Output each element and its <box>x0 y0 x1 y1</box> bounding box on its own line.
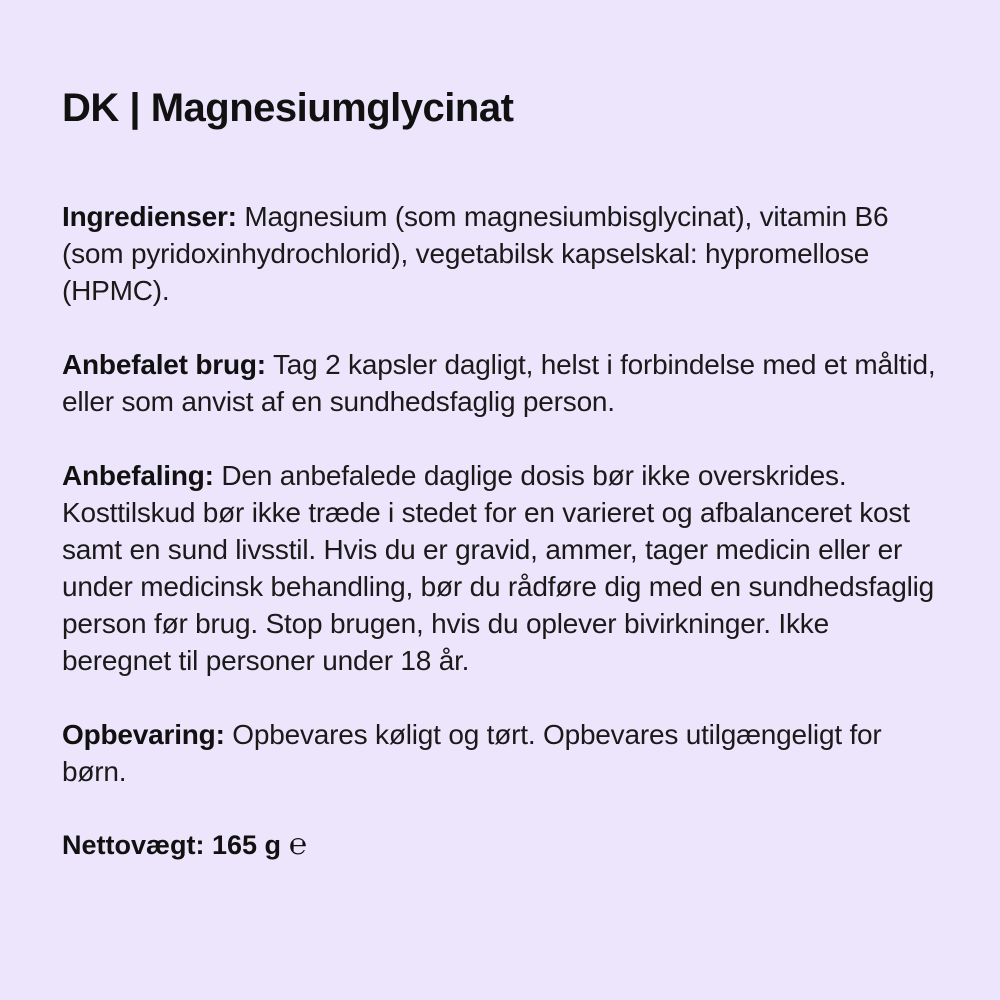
net-weight-label: Nettovægt: 165 g <box>62 830 282 860</box>
storage-label: Opbevaring: <box>62 719 225 750</box>
recommended-use-section <box>62 346 938 420</box>
estimated-sign-icon: ℮ <box>289 826 308 862</box>
recommendation-label: Anbefaling: <box>62 460 214 491</box>
recommended-use-label: Anbefalet brug: <box>62 349 266 380</box>
ingredients-section <box>62 198 938 309</box>
storage-section <box>62 716 938 790</box>
ingredients-text: Magnesium (som magnesiumbisglycinat), vitamin B6 (som pyridoxinhydrochlorid), vegetabilsk kapselskal: hypromellose (HPMC). <box>62 201 889 306</box>
recommendation-section <box>62 457 938 679</box>
net-weight <box>62 827 938 864</box>
recommended-use-text: Tag 2 kapsler dagligt, helst i forbindelse med et måltid, eller som anvist af en sundhedsfaglig person. <box>62 349 936 417</box>
label-content <box>62 198 938 864</box>
page-title: DK | Magnesiumglycinat <box>62 86 514 130</box>
recommendation-text: Den anbefalede daglige dosis bør ikke overskrides. Kosttilskud bør ikke træde i stedet for en varieret og afbalanceret kost samt en sund livsstil. Hvis du er gravid, ammer, tager medicin eller er under medicinsk behandling, bør du rådføre dig med en sundhedsfaglig person før brug. Stop brugen, hvis du oplever bivirkninger. Ikke beregnet til personer under 18 år. <box>62 460 935 676</box>
storage-text: Opbevares køligt og tørt. Opbevares utilgængeligt for børn. <box>62 719 882 787</box>
ingredients-label: Ingredienser: <box>62 201 237 232</box>
